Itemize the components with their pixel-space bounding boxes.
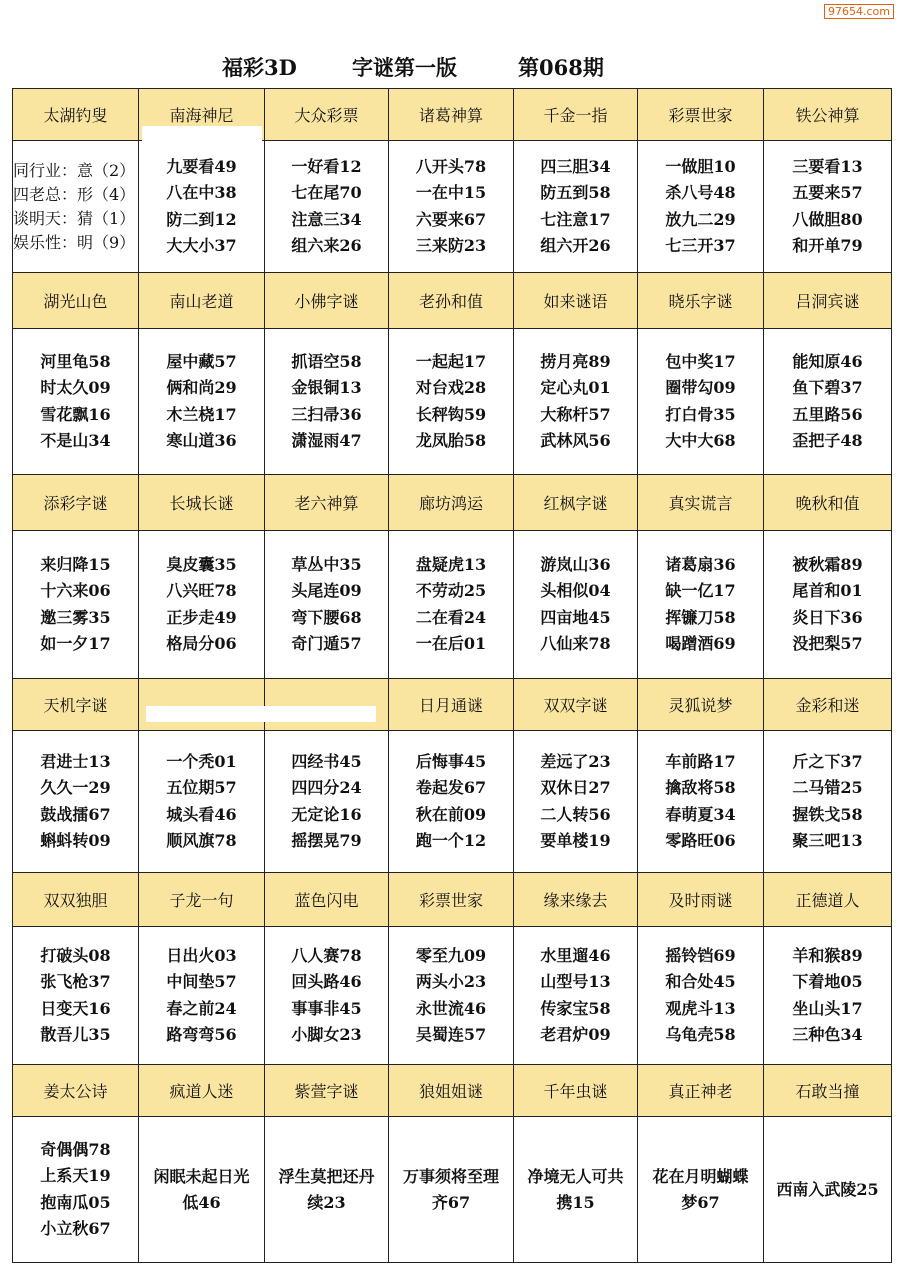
- riddle-line: 一好看12: [291, 156, 362, 176]
- column-header: 天机字谜: [13, 679, 139, 731]
- riddle-line: 没把梨57: [792, 634, 863, 653]
- column-header: 日月通谜: [389, 679, 514, 731]
- column-header: 缘来缘去: [514, 873, 638, 927]
- riddle-cell: [638, 731, 764, 873]
- riddle-line: 草丛中35: [291, 554, 362, 574]
- riddle-line: 两头小23: [415, 972, 487, 991]
- column-header: [265, 679, 389, 731]
- riddle-line: 来归降15: [40, 554, 111, 574]
- riddle-line: 九要看49: [166, 156, 237, 176]
- riddle-line: 六要来67: [415, 209, 487, 229]
- header-row: [13, 273, 892, 329]
- column-header: 彩票世家: [389, 873, 514, 927]
- riddle-line: 一在后01: [415, 634, 487, 653]
- riddle-line: 花在月明蝴蝶: [652, 1166, 749, 1186]
- grid-body: [13, 89, 892, 1263]
- header-row: [13, 679, 892, 731]
- riddle-cell: [638, 531, 764, 679]
- riddle-line: 抱南瓜05: [40, 1192, 111, 1212]
- riddle-cell: [389, 141, 514, 273]
- riddle-line: 久久一29: [40, 778, 111, 797]
- riddle-line: 喝蹭酒69: [665, 634, 736, 653]
- riddle-line: 五要来57: [792, 183, 863, 202]
- riddle-cell: [764, 927, 892, 1065]
- column-header: 老六神算: [265, 475, 389, 531]
- riddle-line: 八做胆80: [792, 209, 863, 229]
- riddle-line: 寒山道36: [166, 431, 237, 450]
- riddle-line: 八在中38: [166, 183, 237, 202]
- riddle-line: 续23: [307, 1192, 346, 1212]
- riddle-line: 春之前24: [166, 998, 237, 1018]
- column-header: 长城长谜: [139, 475, 265, 531]
- riddle-cell: [389, 329, 514, 475]
- column-header: 子龙一句: [139, 873, 265, 927]
- header-row: [13, 475, 892, 531]
- riddle-cell: [764, 1117, 892, 1263]
- riddle-line: 炎日下36: [792, 607, 863, 627]
- riddle-line: 水里遛46: [540, 945, 611, 965]
- info-line: 同行业：意（2）: [13, 160, 136, 180]
- riddle-line: 零路旺06: [665, 831, 736, 850]
- column-header: 金彩和迷: [764, 679, 892, 731]
- riddle-cell: [139, 1117, 265, 1263]
- content-row: [13, 927, 892, 1065]
- info-line: 四老总：形（4）: [13, 184, 136, 204]
- riddle-cell: [638, 1117, 764, 1263]
- riddle-line: 斤之下37: [792, 751, 863, 771]
- riddle-line: 大称杆57: [540, 404, 611, 424]
- riddle-cell: [265, 531, 389, 679]
- riddle-line: 一做胆10: [665, 156, 736, 176]
- riddle-line: 尾首和01: [792, 581, 863, 600]
- riddle-cell: [514, 141, 638, 273]
- riddle-cell: [389, 1117, 514, 1263]
- riddle-line: 诸葛扇36: [665, 554, 736, 574]
- riddle-line: 龙凤胎58: [415, 431, 487, 450]
- column-header: 吕洞宾谜: [764, 273, 892, 329]
- riddle-line: 金银铜13: [291, 378, 362, 397]
- column-header: 小佛字谜: [265, 273, 389, 329]
- riddle-line: 防二到12: [166, 209, 237, 229]
- riddle-line: 八开头78: [415, 156, 487, 176]
- column-header: 石敢当撞: [764, 1065, 892, 1117]
- riddle-line: 抓语空58: [291, 351, 362, 371]
- riddle-line: 零至九09: [415, 945, 487, 965]
- riddle-cell: [764, 531, 892, 679]
- riddle-line: 差远了23: [540, 751, 611, 771]
- column-header: 南海神尼: [139, 89, 265, 141]
- riddle-cell: [13, 329, 139, 475]
- column-header: 晚秋和值: [764, 475, 892, 531]
- riddle-line: 三扫帚36: [291, 404, 362, 424]
- riddle-cell: [389, 531, 514, 679]
- riddle-line: 游岚山36: [540, 554, 611, 574]
- riddle-line: 跑一个12: [415, 831, 487, 850]
- riddle-line: 携15: [556, 1192, 595, 1212]
- riddle-line: 下着地05: [792, 972, 863, 991]
- riddle-line: 吴蜀连57: [415, 1025, 487, 1044]
- column-header: 灵狐说梦: [638, 679, 764, 731]
- riddle-line: 木兰桡17: [166, 404, 237, 424]
- riddle-line: 小立秋67: [40, 1219, 111, 1238]
- riddle-line: 如一夕17: [40, 634, 111, 653]
- riddle-line: 格局分06: [166, 634, 237, 653]
- column-header: 及时雨谜: [638, 873, 764, 927]
- riddle-line: 不是山34: [40, 431, 111, 450]
- riddle-line: 五位期57: [166, 778, 237, 797]
- riddle-line: 二在看24: [415, 607, 487, 627]
- riddle-line: 摇摆晃79: [291, 831, 362, 850]
- riddle-line: 闲眠未起日光: [153, 1166, 250, 1186]
- riddle-line: 山型号13: [540, 972, 611, 991]
- riddle-line: 坐山头17: [792, 998, 863, 1018]
- riddle-cell: [265, 1117, 389, 1263]
- riddle-line: 八人赛78: [291, 945, 362, 965]
- riddle-line: 三来防23: [415, 236, 487, 255]
- column-header: 大众彩票: [265, 89, 389, 141]
- riddle-line: 张飞枪37: [40, 972, 111, 991]
- riddle-line: 四三胆34: [540, 156, 611, 176]
- title-name: 字谜第一版: [352, 55, 457, 80]
- riddle-line: 组六来26: [291, 236, 362, 255]
- riddle-line: 要单楼19: [540, 831, 611, 850]
- riddle-cell: [265, 731, 389, 873]
- riddle-line: 头相似04: [540, 581, 611, 600]
- riddle-cell: [139, 141, 265, 273]
- riddle-line: 防五到58: [540, 183, 611, 202]
- riddle-line: 邀三雾35: [40, 607, 111, 627]
- riddle-line: 日变天16: [40, 998, 111, 1018]
- riddle-line: 二人转56: [540, 804, 611, 824]
- header-row: [13, 1065, 892, 1117]
- column-header: 彩票世家: [638, 89, 764, 141]
- column-header: [139, 679, 265, 731]
- riddle-line: 杀八号48: [665, 183, 736, 202]
- riddle-line: 挥镰刀58: [665, 607, 736, 627]
- riddle-line: 注意三34: [291, 209, 362, 229]
- riddle-line: 七在尾70: [291, 183, 362, 202]
- riddle-line: 卷起发67: [415, 778, 487, 797]
- riddle-cell: [13, 1117, 139, 1263]
- column-header: 南山老道: [139, 273, 265, 329]
- riddle-cell: [265, 927, 389, 1065]
- riddle-cell: [265, 141, 389, 273]
- page-title: [0, 52, 900, 86]
- riddle-line: 传家宝58: [540, 998, 611, 1018]
- content-row: [13, 531, 892, 679]
- riddle-line: 十六来06: [40, 581, 111, 600]
- riddle-line: 河里龟58: [40, 351, 111, 371]
- riddle-line: 永世流46: [415, 998, 487, 1018]
- riddle-line: 四亩地45: [540, 607, 611, 627]
- riddle-line: 头尾连09: [291, 581, 362, 600]
- column-header: 晓乐字谜: [638, 273, 764, 329]
- riddle-line: 擒敌将58: [665, 778, 736, 797]
- column-header: 真正神老: [638, 1065, 764, 1117]
- riddle-line: 捞月亮89: [540, 351, 611, 371]
- riddle-line: 握铁戈58: [792, 804, 863, 824]
- riddle-line: 潇湿雨47: [291, 431, 362, 450]
- riddle-line: 事事非45: [291, 998, 362, 1018]
- content-row: [13, 329, 892, 475]
- column-header: 千金一指: [514, 89, 638, 141]
- column-header: 红枫字谜: [514, 475, 638, 531]
- riddle-line: 武林风56: [540, 431, 611, 450]
- riddle-line: 大大小37: [166, 236, 237, 255]
- riddle-line: 净境无人可共: [527, 1166, 624, 1186]
- riddle-cell: [638, 141, 764, 273]
- riddle-line: 一起起17: [415, 351, 487, 371]
- column-header: 太湖钓叟: [13, 89, 139, 141]
- riddle-line: 奇门遁57: [291, 634, 362, 653]
- riddle-line: 包中奖17: [665, 351, 736, 371]
- riddle-cell: [514, 329, 638, 475]
- column-header: 正德道人: [764, 873, 892, 927]
- riddle-line: 歪把子48: [792, 431, 863, 450]
- riddle-cell: [764, 329, 892, 475]
- riddle-line: 八仙来78: [540, 634, 611, 653]
- riddle-cell: [13, 927, 139, 1065]
- riddle-cell: [13, 731, 139, 873]
- riddle-line: 摇铃铛69: [665, 945, 736, 965]
- riddle-line: 无定论16: [291, 804, 362, 824]
- obscured-strip-1: [142, 126, 262, 142]
- riddle-line: 万事须将至理: [402, 1166, 499, 1186]
- riddle-grid: [12, 88, 892, 1263]
- riddle-line: 老君炉09: [540, 1025, 611, 1044]
- riddle-line: 观虎斗13: [665, 998, 736, 1018]
- riddle-line: 浮生莫把还丹: [278, 1166, 375, 1186]
- riddle-line: 和开单79: [792, 236, 863, 255]
- riddle-line: 城头看46: [166, 804, 237, 824]
- riddle-line: 不劳动25: [415, 581, 487, 600]
- riddle-line: 圈带勾09: [665, 378, 736, 397]
- riddle-line: 小脚女23: [291, 1025, 362, 1044]
- riddle-line: 三要看13: [792, 156, 863, 176]
- riddle-line: 春萌夏34: [665, 804, 736, 824]
- riddle-line: 八兴旺78: [166, 581, 237, 600]
- title-lottery: 福彩3D: [222, 55, 297, 80]
- riddle-line: 一在中15: [415, 183, 487, 202]
- riddle-line: 西南入武陵25: [776, 1179, 879, 1199]
- riddle-line: 四经书45: [291, 751, 362, 771]
- riddle-line: 日出火03: [166, 945, 237, 965]
- riddle-line: 二马错25: [792, 778, 863, 797]
- riddle-cell: [514, 731, 638, 873]
- riddle-line: 回头路46: [291, 972, 362, 991]
- riddle-line: 梦67: [681, 1192, 720, 1212]
- riddle-line: 低46: [182, 1192, 221, 1212]
- obscured-strip-2: [146, 706, 376, 722]
- column-header: 蓝色闪电: [265, 873, 389, 927]
- riddle-line: 后悔事45: [415, 751, 487, 771]
- riddle-line: 臭皮囊35: [166, 554, 237, 574]
- column-header: 紫萱字谜: [265, 1065, 389, 1117]
- riddle-line: 缺一亿17: [665, 581, 736, 600]
- riddle-line: 上系天19: [40, 1166, 111, 1185]
- riddle-line: 被秋霜89: [792, 554, 863, 574]
- column-header: 老孙和值: [389, 273, 514, 329]
- riddle-cell: [514, 531, 638, 679]
- column-header: 疯道人迷: [139, 1065, 265, 1117]
- title-issue: 第068期: [518, 55, 604, 80]
- riddle-line: 奇偶偶78: [40, 1139, 111, 1159]
- riddle-cell: [265, 329, 389, 475]
- header-row: [13, 873, 892, 927]
- riddle-line: 乌龟壳58: [665, 1025, 736, 1044]
- site-watermark: 97654.com: [824, 4, 894, 19]
- column-header: 诸葛神算: [389, 89, 514, 141]
- riddle-line: 弯下腰68: [291, 607, 362, 627]
- column-header: 双双独胆: [13, 873, 139, 927]
- riddle-line: 和合处45: [665, 972, 736, 991]
- riddle-line: 双休日27: [540, 778, 611, 797]
- riddle-line: 君进士13: [40, 751, 111, 771]
- column-header: 狼姐姐谜: [389, 1065, 514, 1117]
- riddle-cell: [389, 927, 514, 1065]
- riddle-line: 打破头08: [40, 945, 111, 965]
- column-header: 姜太公诗: [13, 1065, 139, 1117]
- riddle-cell: [13, 531, 139, 679]
- riddle-line: 蝌蚪转09: [40, 831, 111, 850]
- riddle-line: 大中大68: [665, 431, 736, 450]
- riddle-line: 四四分24: [291, 778, 362, 797]
- riddle-cell: [514, 1117, 638, 1263]
- riddle-line: 屋中藏57: [166, 351, 237, 371]
- column-header: 廊坊鸿运: [389, 475, 514, 531]
- info-line: 娱乐性：明（9）: [13, 232, 136, 252]
- riddle-line: 羊和猴89: [792, 945, 863, 965]
- column-header: 千年虫谜: [514, 1065, 638, 1117]
- riddle-cell: [139, 531, 265, 679]
- riddle-line: 三种色34: [792, 1025, 863, 1044]
- riddle-line: 齐67: [431, 1192, 471, 1212]
- riddle-line: 俩和尚29: [166, 378, 237, 397]
- info-line: 谈明天：猜（1）: [13, 208, 136, 228]
- riddle-line: 长秤钩59: [415, 404, 487, 424]
- riddle-line: 打白骨35: [665, 404, 736, 424]
- riddle-line: 放九二29: [665, 209, 736, 229]
- riddle-line: 五里路56: [792, 404, 863, 424]
- riddle-line: 七注意17: [540, 209, 611, 229]
- riddle-line: 能知原46: [792, 351, 863, 371]
- riddle-cell: [638, 927, 764, 1065]
- riddle-line: 对台戏28: [415, 378, 487, 397]
- riddle-line: 车前路17: [665, 751, 736, 771]
- riddle-cell: [139, 731, 265, 873]
- riddle-cell: [139, 329, 265, 475]
- column-header: 铁公神算: [764, 89, 892, 141]
- riddle-line: 雪花飘16: [40, 404, 111, 424]
- riddle-cell: [764, 731, 892, 873]
- riddle-line: 秋在前09: [415, 804, 487, 824]
- column-header: 湖光山色: [13, 273, 139, 329]
- info-cell: [13, 141, 139, 273]
- column-header: 双双字谜: [514, 679, 638, 731]
- content-row: [13, 141, 892, 273]
- riddle-line: 正步走49: [166, 607, 237, 627]
- riddle-line: 时太久09: [40, 378, 111, 397]
- column-header: 真实谎言: [638, 475, 764, 531]
- riddle-line: 顺风旗78: [166, 831, 237, 850]
- riddle-line: 鱼下碧37: [792, 378, 863, 397]
- riddle-line: 定心丸01: [540, 378, 611, 397]
- riddle-cell: [389, 731, 514, 873]
- column-header: 如来谜语: [514, 273, 638, 329]
- riddle-line: 组六开26: [540, 236, 611, 255]
- riddle-line: 散吾儿35: [40, 1025, 111, 1044]
- riddle-line: 盘疑虎13: [415, 554, 487, 574]
- riddle-line: 七三开37: [665, 236, 736, 255]
- riddle-line: 聚三吧13: [792, 831, 863, 850]
- column-header: 添彩字谜: [13, 475, 139, 531]
- riddle-line: 一个秃01: [166, 751, 237, 771]
- content-row: [13, 1117, 892, 1263]
- riddle-cell: [139, 927, 265, 1065]
- riddle-line: 路弯弯56: [166, 1025, 237, 1044]
- content-row: [13, 731, 892, 873]
- riddle-line: 鼓战擂67: [40, 804, 111, 824]
- riddle-cell: [514, 927, 638, 1065]
- riddle-cell: [764, 141, 892, 273]
- riddle-cell: [638, 329, 764, 475]
- riddle-line: 中间垫57: [166, 972, 237, 991]
